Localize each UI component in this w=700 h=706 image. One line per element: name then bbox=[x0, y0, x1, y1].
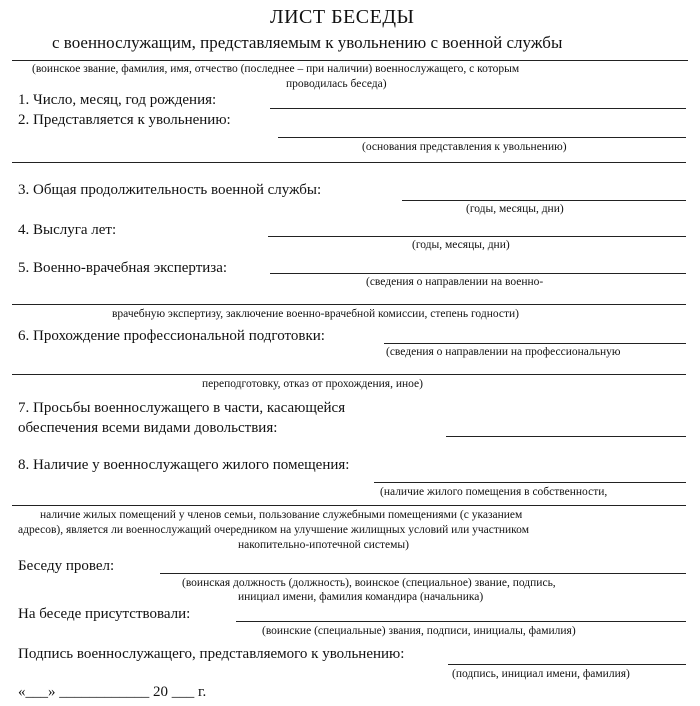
total-service-line[interactable] bbox=[402, 200, 686, 201]
requests-line[interactable] bbox=[446, 436, 686, 437]
requests-label-2: обеспечения всеми видами довольствия: bbox=[18, 420, 278, 436]
serviceman-name-caption-2: проводилась беседа) bbox=[286, 78, 387, 90]
birth-date-label: 1. Число, месяц, год рождения: bbox=[18, 92, 217, 108]
dismissal-line-1[interactable] bbox=[278, 137, 686, 138]
present-line[interactable] bbox=[236, 621, 686, 622]
present-label: На беседе присутствовали: bbox=[18, 606, 191, 622]
medical-label: 5. Военно-врачебная экспертиза: bbox=[18, 260, 228, 276]
training-caption-2: переподготовку, отказ от прохождения, иное) bbox=[202, 378, 423, 390]
training-line-2[interactable] bbox=[12, 374, 686, 375]
serviceman-sign-caption: (подпись, инициал имени, фамилия) bbox=[452, 668, 630, 680]
medical-caption-1: (сведения о направлении на военно- bbox=[366, 276, 544, 288]
conducted-caption-2: инициал имени, фамилия командира (начальника) bbox=[238, 591, 484, 603]
training-label: 6. Прохождение профессиональной подготовки: bbox=[18, 328, 325, 344]
seniority-label: 4. Выслуга лет: bbox=[18, 222, 117, 238]
medical-caption-2: врачебную экспертизу, заключение военно-врачебной комиссии, степень годности) bbox=[112, 308, 519, 320]
total-service-label: 3. Общая продолжительность военной службы: bbox=[18, 182, 322, 198]
birth-date-line[interactable] bbox=[270, 108, 686, 109]
conducted-by-label: Беседу провел: bbox=[18, 558, 115, 574]
serviceman-name-caption-1: (воинское звание, фамилия, имя, отчество (последнее – при наличии) военнослужащего, с которым bbox=[32, 63, 520, 75]
housing-caption-3: адресов), является ли военнослужащий очередником на улучшение жилищных условий или участником bbox=[18, 524, 529, 536]
dismissal-label: 2. Представляется к увольнению: bbox=[18, 112, 231, 128]
housing-caption-4: накопительно-ипотечной системы) bbox=[238, 539, 409, 551]
training-line-1[interactable] bbox=[384, 343, 686, 344]
medical-line-1[interactable] bbox=[270, 273, 686, 274]
housing-line-2[interactable] bbox=[12, 505, 686, 506]
dismissal-line-2[interactable] bbox=[12, 162, 686, 163]
total-service-caption: (годы, месяцы, дни) bbox=[466, 203, 564, 215]
present-caption: (воинские (специальные) звания, подписи, инициалы, фамилия) bbox=[262, 625, 576, 637]
housing-caption-2: наличие жилых помещений у членов семьи, пользование служебными помещениями (с указанием bbox=[40, 509, 523, 521]
conducted-by-line[interactable] bbox=[160, 573, 686, 574]
housing-line-1[interactable] bbox=[374, 482, 686, 483]
seniority-line[interactable] bbox=[268, 236, 686, 237]
seniority-caption: (годы, месяцы, дни) bbox=[412, 239, 510, 251]
serviceman-sign-line[interactable] bbox=[448, 664, 686, 665]
housing-caption-1: (наличие жилого помещения в собственности, bbox=[380, 486, 608, 498]
document-title: ЛИСТ БЕСЕДЫ bbox=[270, 6, 415, 28]
date-line[interactable]: «___» ____________ 20 ___ г. bbox=[18, 684, 207, 700]
serviceman-sign-label: Подпись военнослужащего, представляемого к увольнению: bbox=[18, 646, 405, 662]
dismissal-caption: (основания представления к увольнению) bbox=[362, 141, 567, 153]
conducted-caption-1: (воинская должность (должность), воинское (специальное) звание, подпись, bbox=[182, 577, 556, 589]
training-caption-1: (сведения о направлении на профессиональную bbox=[386, 346, 621, 358]
housing-label: 8. Наличие у военнослужащего жилого помещения: bbox=[18, 457, 350, 473]
requests-label-1: 7. Просьбы военнослужащего в части, касающейся bbox=[18, 400, 346, 416]
serviceman-name-line[interactable] bbox=[12, 60, 688, 61]
document-subtitle: с военнослужащим, представляемым к увольнению с военной службы bbox=[52, 33, 563, 52]
medical-line-2[interactable] bbox=[12, 304, 686, 305]
